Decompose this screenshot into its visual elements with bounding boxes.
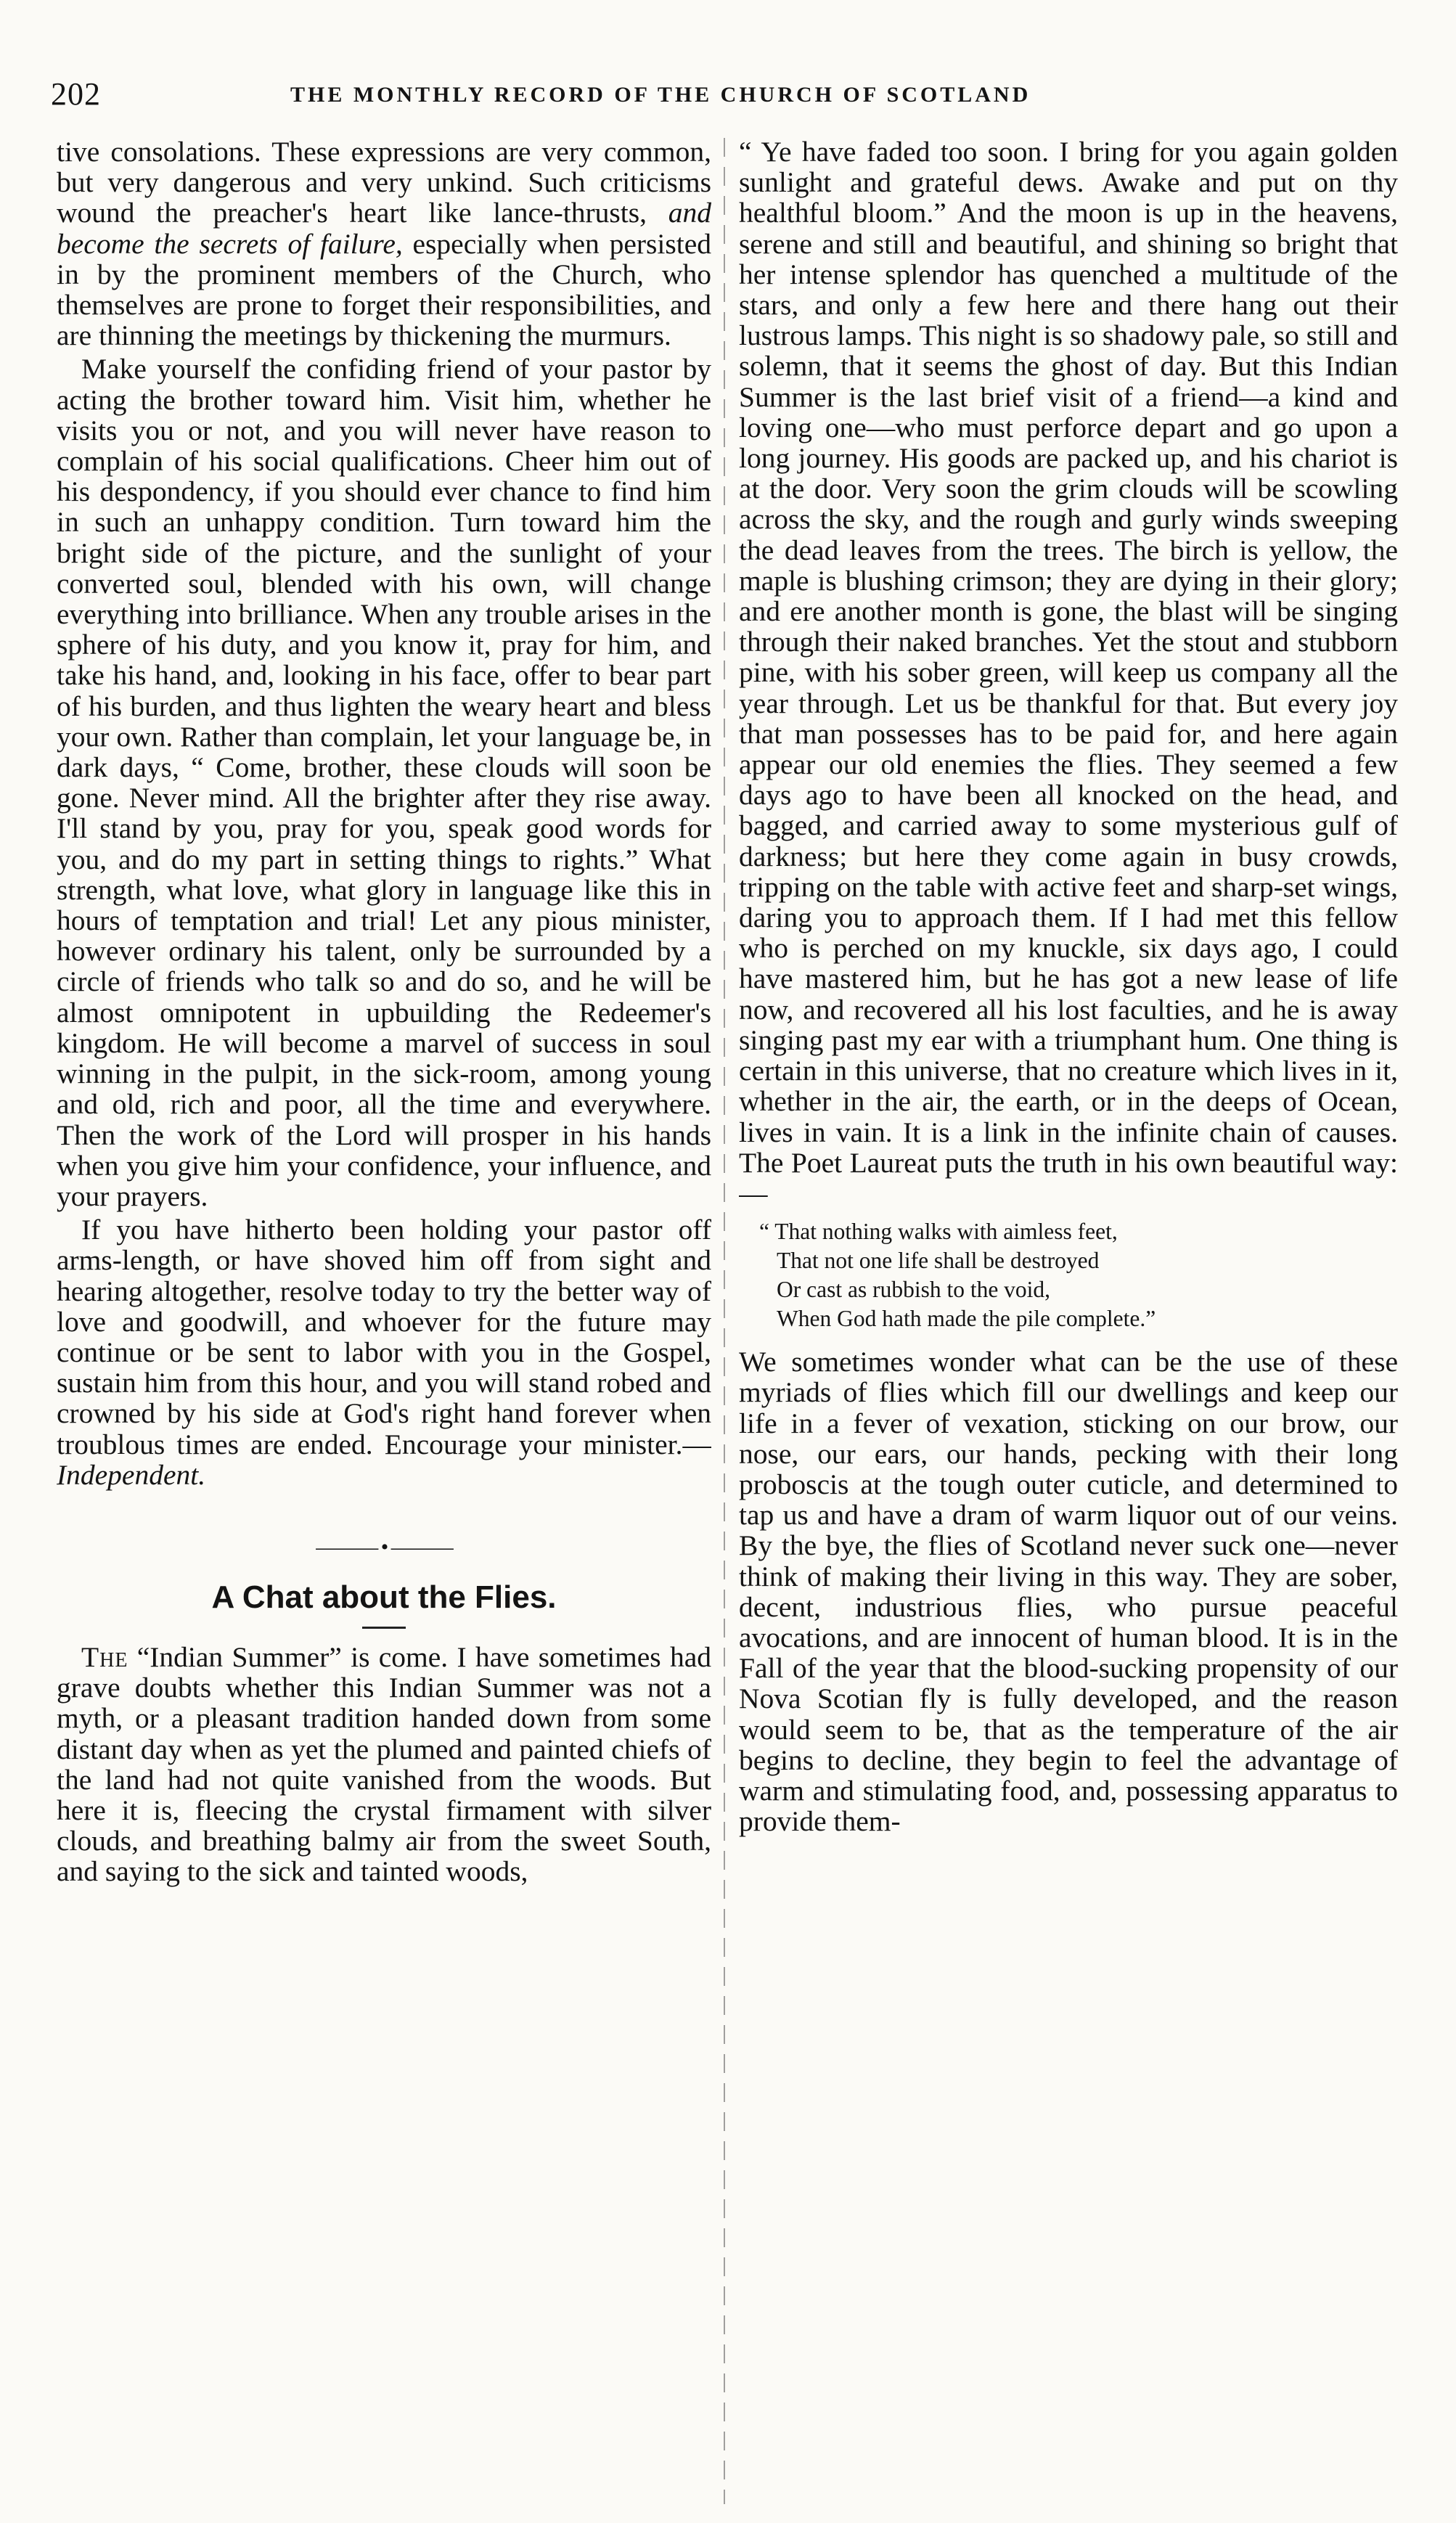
text-run: “Indian Summer” is come. I have sometimes had grave doubts whether this Indian Summer was not a myth, or a pleasant tradition handed down from some distant day when as yet the plumed and painted chiefs of the land had not quite vanished from the woods. But here it is, fleecing the crystal firmament with silver clouds, and breathing balmy air from the sweet South, and saying to the sick and tainted woods, [57, 1640, 711, 1888]
poem-line: “ That nothing walks with aimless feet, [759, 1219, 1118, 1245]
lead-word: The [81, 1640, 128, 1673]
right-column [739, 136, 1398, 2488]
article-separator [57, 1529, 711, 1559]
page-number: 202 [51, 76, 101, 112]
text-run: especially when persisted in by the prominent members of the Church, who themselves are prone to forget their responsibilities, and are thinning the meetings by thickening the murmurs. [57, 227, 711, 352]
article-title: A Chat about the Flies. [211, 1579, 557, 1615]
poem-line: Or cast as rubbish to the void, [777, 1277, 1051, 1303]
page-header [51, 75, 1394, 126]
left-paragraph-2: Make yourself the confiding friend of your pastor by acting the brother toward him. Visit him, whether he visits you or not, and you will never have reason to complain of his social qualifications. Cheer him out of his despondency, if you should ever chance to find him in such an unhappy condition. Turn toward him the bright side of the picture, and the sunlight of your converted soul, blended with his own, will change everything into brilliance. When any trouble arises in the sphere of his duty, and you know it, pray for him, and take his hand, and, looking in his face, offer to bear part of his burden, and thus lighten the weary heart and bless your own. Rather than complain, let your language be, in dark days, “ Come, brother, these clouds will soon be gone. Never mind. All the brighter after they rise away. I'll stand by you, pray for you, speak good words for you, and do my part in setting things to rights.” What strength, what love, what glory in language like this in hours of temptation and trial! Let any pious minister, however ordinary his talent, only be surrounded by a circle of friends who talk so and do so, and he will be almost omnipotent in upbuilding the Redeemer's kingdom. He will become a marvel of success in soul winning in the pulpit, in the sick-room, among young and old, rich and poor, all the time and everywhere. Then the work of the Lord will prosper in his hands when you give him your confidence, your influence, and your prayers. [57, 353, 711, 1212]
poem-line: When God hath made the pile complete.” [777, 1306, 1156, 1332]
poem-line: That not one life shall be destroyed [777, 1248, 1100, 1274]
right-paragraph-2: We sometimes wonder what can be the use of these myriads of flies which fill our dwellings and keep our life in a fever of vexation, sticking on our brow, our nose, our ears, our hands, pecking with their long proboscis at the tough outer cuticle, and determined to tap us and have a dram of warm liquor out of our veins. By the bye, the flies of Scotland never suck one—never think of making their living in this way. They are sober, decent, industrious flies, who pursue peaceful avocations, and are innocent of human blood. It is in the Fall of the year that the blood-sucking propensity of our Nova Scotian fly is fully developed, and the reason would seem to be, that as the temperature of the air begins to decline, they begin to feel the advantage of warm and stimulating food, and, possessing apparatus to provide them- [739, 1346, 1398, 1838]
italic-phrase: and become the secrets of failure, [57, 197, 711, 260]
left-paragraph-3 [57, 1214, 711, 1490]
left-paragraph-1 [57, 136, 711, 351]
right-paragraph-1: “ Ye have faded too soon. I bring for you again golden sunlight and grateful dews. Awake and put on thy healthful bloom.” And the moon is up in the heavens, serene and still and beautiful, and shining so bright that her intense splendor has quenched a multitude of the stars, and only a few here and there hang out their lustrous lamps. This night is so shadowy pale, so still and solemn, that it seems the ghost of day. But this Indian Summer is the last brief visit of a friend—a kind and loving one—who must perforce depart and go upon a long journey. His goods are packed up, and his chariot is at the door. Very soon the grim clouds will be scowling across the sky, and the rough and gurly winds sweeping the dead leaves from the trees. The birch is yellow, the maple is blushing crimson; they are dying in their glory; and ere another month is gone, the blast will be singing through their naked branches. Yet the stout and stubborn pine, with his sober green, will keep us company all the year through. Let us be thankful for that. But every joy that man possesses has to be paid for, and here again appear our old enemies the flies. They seemed a few days ago to have been all knocked on the head, and bagged, and carried away to some mysterious gulf of darkness; but here they come again in busy crowds, tripping on the table with active feet and sharp-set wings, daring you to approach them. If I had met this fellow who is perched on my knuckle, six days ago, I could have mastered him, but he has got a new lease of life now, and recovered all his lost faculties, and he is away singing past my ear with a triumphant hum. One thing is certain in this universe, that no creature which lives in it, whether in the air, the earth, or in the deeps of Ocean, lives in vain. It is a link in the infinite chain of causes. The Poet Laureat puts the truth in his own beautiful way:— [739, 136, 1398, 1209]
left-paragraph-4 [57, 1642, 711, 1887]
poem-quote [759, 1217, 1398, 1333]
running-head: THE MONTHLY RECORD OF THE CHURCH OF SCOTLAND [290, 83, 1031, 107]
source-credit: Independent. [57, 1458, 206, 1491]
text-run: tive consolations. These expressions are very common, but very dangerous and very unkind. Such criticisms wound the preacher's heart like lance-thrusts, [57, 136, 711, 229]
text-run: If you have hitherto been holding your pastor off arms-length, or have shoved him off from sight and hearing altogether, resolve today to try the better way of love and goodwill, and whoever for the future may continue or be sent to labor with you in the Gospel, sustain him from this hour, and you will stand robed and crowned by his side at God's right hand forever when troublous times are ended. Encourage your minister.— [57, 1214, 711, 1460]
left-column [57, 136, 711, 2488]
column-divider [724, 138, 725, 2504]
separator-mark: ——— • ——— [316, 1534, 452, 1559]
title-underline [362, 1627, 406, 1629]
